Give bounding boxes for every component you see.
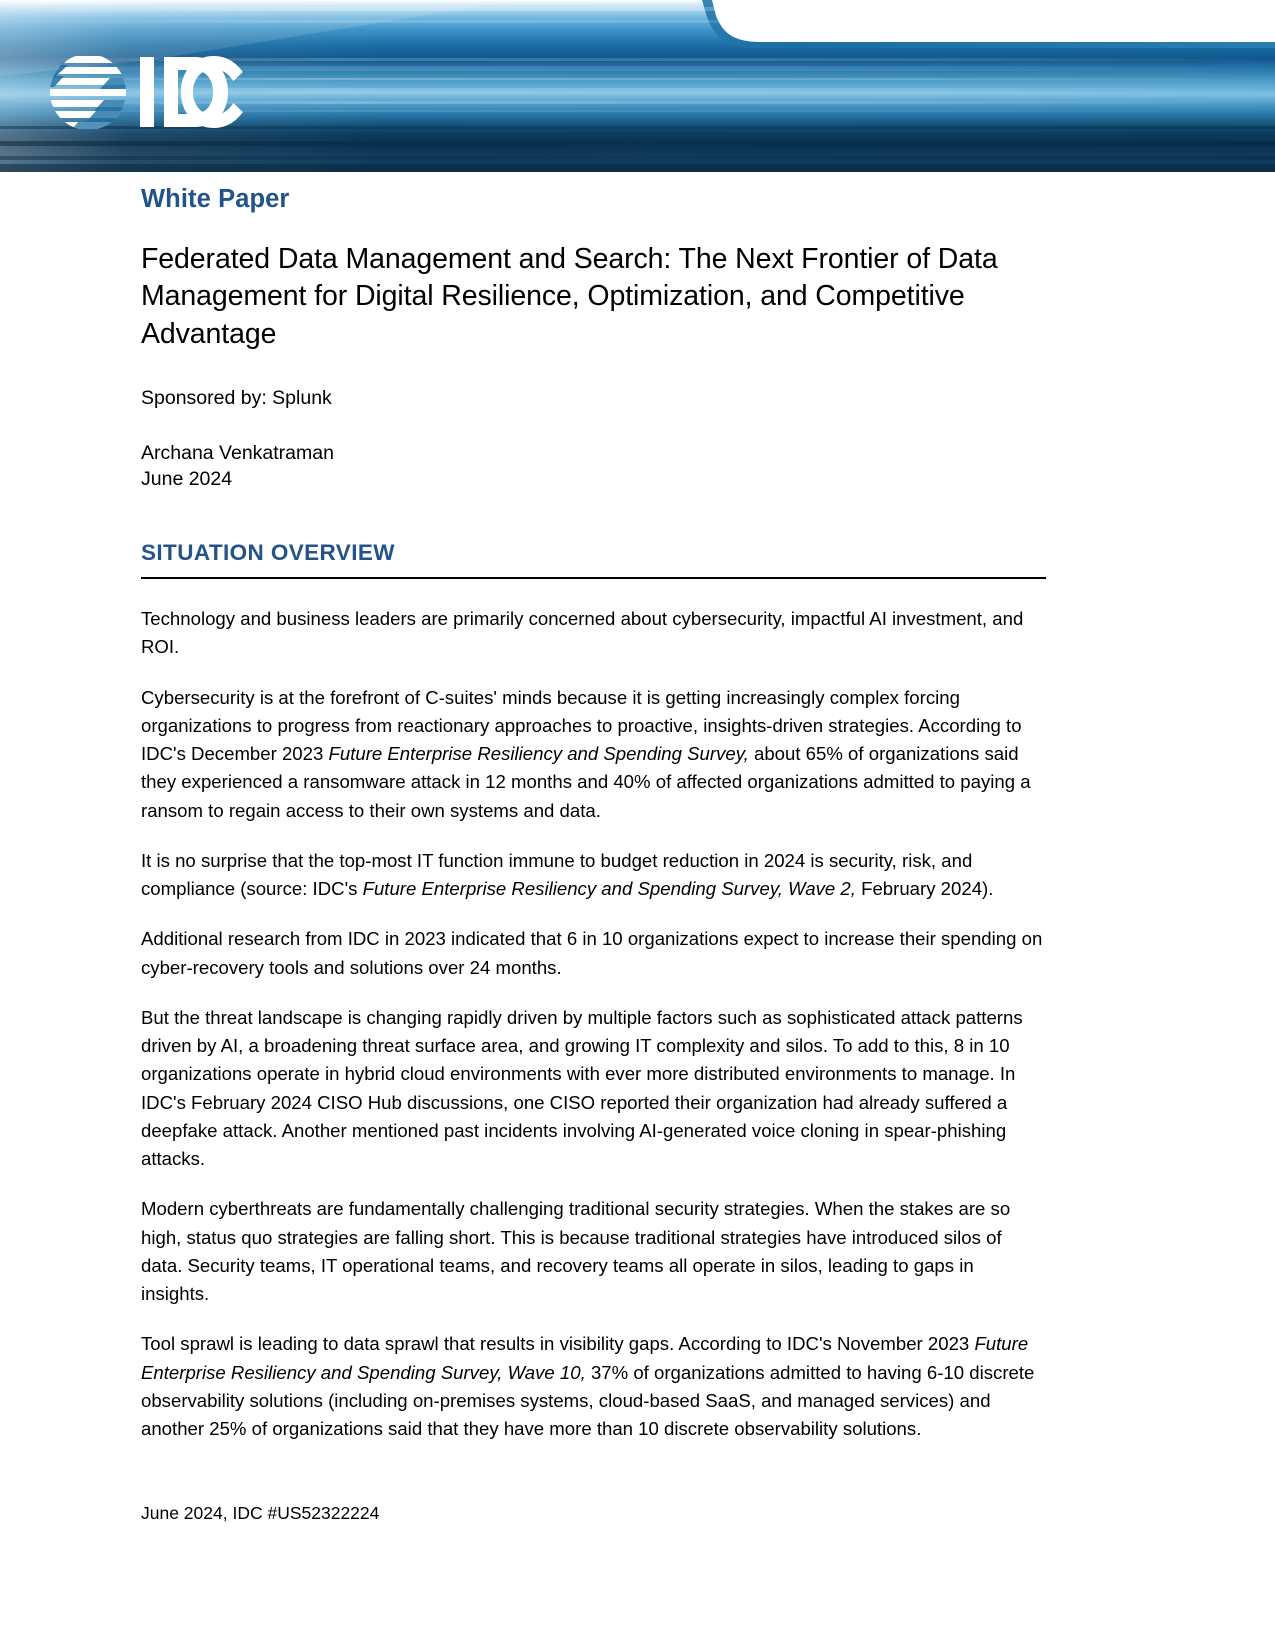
paragraph-text: Tool sprawl is leading to data sprawl that results in visibility gaps. According to IDC's November 2023	[141, 1333, 975, 1355]
byline-block	[141, 440, 1046, 493]
paragraph-text: Additional research from IDC in 2023 indicated that 6 in 10 organizations expect to increase their spending on cyber-recovery tools and solutions over 24 months.	[141, 928, 1043, 978]
content-column	[141, 184, 1046, 1443]
document-type-label: White Paper	[141, 185, 290, 213]
paragraph-text: about 65% of organizations said they experienced a ransomware attack in 12 months and 40% of affected organizations admitted to paying a ransom to regain access to their own systems and data.	[141, 743, 1031, 821]
italic-citation-text: Future Enterprise Resiliency and Spending Survey,	[328, 743, 749, 765]
paragraph-text: Cybersecurity is at the forefront of C-suites' minds because it is getting increasingly complex forcing organizations to progress from reactionary approaches to proactive, insights-driven strategies. According to IDC's December 2023	[141, 686, 1022, 765]
page-body	[0, 172, 1275, 1443]
idc-globe-icon	[48, 54, 134, 134]
body-paragraph	[141, 925, 1046, 982]
body-paragraph	[141, 1004, 1046, 1174]
sponsor-line: Sponsored by: Splunk	[141, 387, 332, 410]
body-paragraph	[141, 1330, 1046, 1443]
paragraph-text: But the threat landscape is changing rapidly driven by multiple factors such as sophisticated attack patterns driven by AI, a broadening threat surface area, and growing IT complexity and silos. To add to this, 8 in 10 organizations operate in hybrid cloud environments with ever more distributed environments to manage. In IDC's February 2024 CISO Hub discussions, one CISO reported their organization had already suffered a deepfake attack. Another mentioned past incidents involving AI-generated voice cloning in spear-phishing attacks.	[141, 1006, 1023, 1170]
paragraph-text: 37% of organizations admitted to having 6-10 discrete observability solutions (including on-premises systems, cloud-based SaaS, and managed services) and another 25% of organizations said that they have more than 10 discrete observability solutions.	[141, 1361, 1035, 1440]
section-heading-situation-overview: SITUATION OVERVIEW	[141, 540, 395, 566]
italic-citation-text: Future Enterprise Resiliency and Spending Survey, Wave 10,	[141, 1333, 1029, 1383]
body-text-container	[141, 605, 1046, 1443]
idc-logo	[48, 50, 280, 134]
paragraph-text: It is no surprise that the top-most IT function immune to budget reduction in 2024 is security, risk, and compliance (source: IDC's	[141, 849, 973, 900]
page-header-banner	[0, 0, 1275, 172]
page-title: Federated Data Management and Search: The Next Frontier of Data Management for Digital Resilience, Optimization, and Competitive Advantage	[141, 242, 998, 351]
italic-citation-text: Future Enterprise Resiliency and Spending Survey, Wave 2,	[362, 878, 856, 900]
body-paragraph	[141, 605, 1046, 662]
paragraph-text: Modern cyberthreats are fundamentally challenging traditional security strategies. When the stakes are so high, status quo strategies are falling short. This is because traditional strategies have introduced silos of data. Security teams, IT operational teams, and recovery teams all operate in silos, leading to gaps in insights.	[141, 1198, 1011, 1305]
body-paragraph	[141, 684, 1046, 825]
idc-logo-artwork	[48, 50, 280, 134]
paragraph-text: Technology and business leaders are primarily concerned about cybersecurity, impactful AI investment, and ROI.	[141, 608, 1024, 658]
body-paragraph	[141, 847, 1046, 904]
publication-date: June 2024	[141, 467, 233, 490]
page-footer: June 2024, IDC #US52322224	[141, 1503, 380, 1523]
idc-wordmark	[140, 56, 243, 128]
author-name: Archana Venkatraman	[141, 441, 334, 464]
paragraph-text: February 2024).	[855, 878, 994, 900]
section-divider	[141, 577, 1046, 579]
body-paragraph	[141, 1195, 1046, 1308]
